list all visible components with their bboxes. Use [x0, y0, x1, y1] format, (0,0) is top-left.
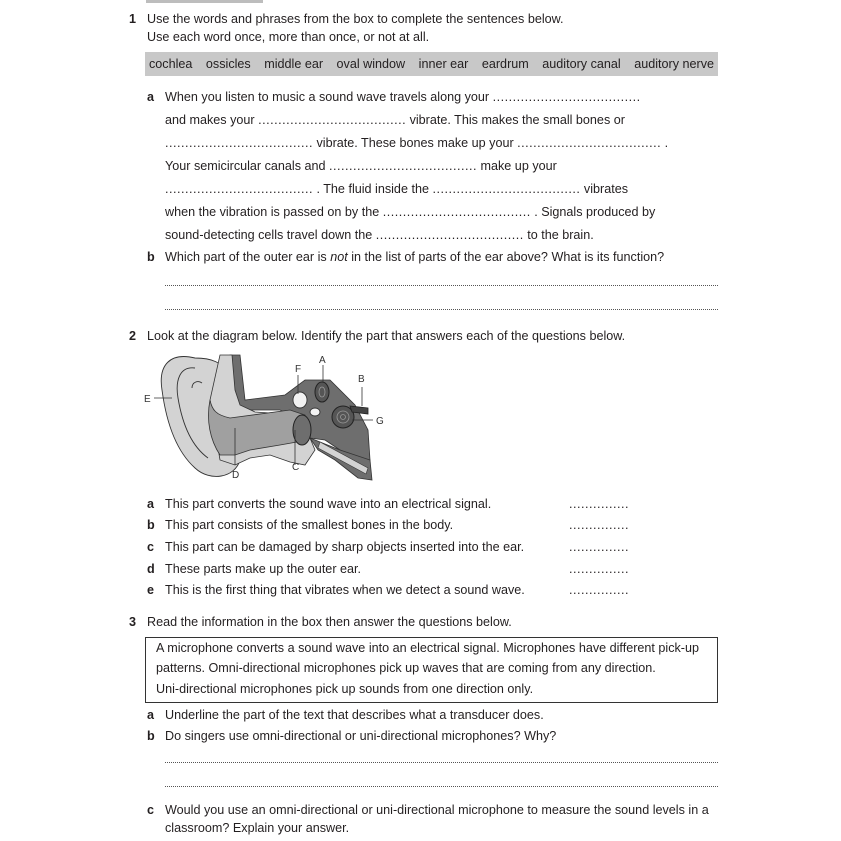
q2d-label: d — [147, 562, 155, 576]
diagram-label-b: B — [358, 374, 365, 385]
q2a-text: This part converts the sound wave into an electrical signal. — [165, 497, 492, 511]
fill-blank[interactable]: ..................................... — [165, 182, 313, 196]
word-bank-item: auditory canal — [542, 57, 621, 71]
q2d-text: These parts make up the outer ear. — [165, 562, 362, 576]
diagram-label-d: D — [232, 470, 240, 481]
info-line: patterns. Omni-directional microphones pick up waves that are coming from any direction. — [156, 661, 656, 675]
fill-blank[interactable]: .................................... — [517, 136, 662, 150]
fill-blank[interactable]: ..................................... — [492, 90, 641, 104]
info-box — [145, 637, 718, 703]
answer-line[interactable] — [165, 786, 718, 787]
q1b-label: b — [147, 250, 155, 264]
q3c-label: c — [147, 803, 155, 817]
q2c-label: c — [147, 540, 155, 554]
fill-blank[interactable]: ..................................... — [382, 205, 531, 219]
question-1-number: 1 — [129, 12, 137, 26]
question-1-instruction-2: Use each word once, more than once, or not at all. — [147, 30, 430, 44]
q2e-label: e — [147, 583, 155, 597]
header-rule — [146, 0, 263, 3]
info-line: Uni-directional microphones pick up sounds from one direction only. — [156, 682, 534, 696]
q1a-line-6: when the vibration is passed on by the ..................................... . Signals produced by — [165, 205, 656, 219]
question-3-number: 3 — [129, 615, 137, 629]
q3c-text-2: classroom? Explain your answer. — [165, 821, 350, 835]
q3c-text-1: Would you use an omni-directional or uni-directional microphone to measure the sound levels in a — [165, 803, 709, 817]
fill-blank[interactable]: ..................................... — [165, 136, 313, 150]
q1a-line-7: sound-detecting cells travel down the ..................................... to the brain. — [165, 228, 594, 242]
word-bank-item: cochlea — [149, 57, 193, 71]
word-bank-item: oval window — [336, 57, 406, 71]
question-3-instruction: Read the information in the box then answer the questions below. — [147, 615, 512, 629]
q2b-label: b — [147, 518, 155, 532]
word-bank — [145, 52, 718, 76]
question-2-number: 2 — [129, 329, 137, 343]
fill-blank[interactable]: ............... — [569, 518, 629, 532]
diagram-label-g: G — [376, 416, 384, 427]
q1a-line-4: Your semicircular canals and ..................................... make up your — [165, 159, 557, 173]
fill-blank[interactable]: ............... — [569, 562, 629, 576]
q2e-text: This is the first thing that vibrates when we detect a sound wave. — [165, 583, 525, 597]
q1a-line-2: and makes your ..................................... vibrate. This makes the small bones or — [165, 113, 625, 127]
answer-line[interactable] — [165, 762, 718, 763]
q1a-line-1: When you listen to music a sound wave travels along your ..................................... — [165, 90, 641, 104]
q1a-line-5: ..................................... . The fluid inside the ..................................... vibrates — [165, 182, 629, 196]
fill-blank[interactable]: ..................................... — [375, 228, 524, 242]
q3b-label: b — [147, 729, 155, 743]
q2a-label: a — [147, 497, 155, 511]
q3a-text: Underline the part of the text that describes what a transducer does. — [165, 708, 544, 722]
fill-blank[interactable]: ..................................... — [432, 182, 581, 196]
diagram-label-f: F — [295, 364, 302, 375]
q2c-text: This part can be damaged by sharp objects inserted into the ear. — [165, 540, 525, 554]
word-bank-item: middle ear — [264, 57, 324, 71]
q1b-question: Which part of the outer ear is not in the list of parts of the ear above? What is its function? — [165, 250, 665, 264]
word-bank-item: eardrum — [481, 57, 529, 71]
q1a-label: a — [147, 90, 155, 104]
word-bank-item: inner ear — [418, 57, 469, 71]
fill-blank[interactable]: ..................................... — [258, 113, 407, 127]
answer-line[interactable] — [165, 309, 718, 310]
q1a-line-3: ..................................... vibrate. These bones make up your .................................... . — [165, 136, 669, 150]
info-line: A microphone converts a sound wave into an electrical signal. Microphones have different pick-up — [156, 641, 700, 655]
ear-diagram — [140, 350, 400, 490]
diagram-label-c: C — [292, 462, 300, 473]
q2b-text: This part consists of the smallest bones in the body. — [165, 518, 454, 532]
diagram-label-a: A — [319, 355, 326, 366]
q3a-label: a — [147, 708, 155, 722]
fill-blank[interactable]: ............... — [569, 583, 629, 597]
question-1-instruction: Use the words and phrases from the box to complete the sentences below. — [147, 12, 564, 26]
word-bank-item: ossicles — [205, 57, 251, 71]
answer-line[interactable] — [165, 285, 718, 286]
fill-blank[interactable]: ............... — [569, 497, 629, 511]
fill-blank[interactable]: ..................................... — [329, 159, 478, 173]
fill-blank[interactable]: ............... — [569, 540, 629, 554]
q3b-text: Do singers use omni-directional or uni-directional microphones? Why? — [165, 729, 557, 743]
word-bank-item: auditory nerve — [634, 57, 714, 71]
question-2-instruction: Look at the diagram below. Identify the part that answers each of the questions below. — [147, 329, 626, 343]
diagram-label-e: E — [144, 394, 151, 405]
